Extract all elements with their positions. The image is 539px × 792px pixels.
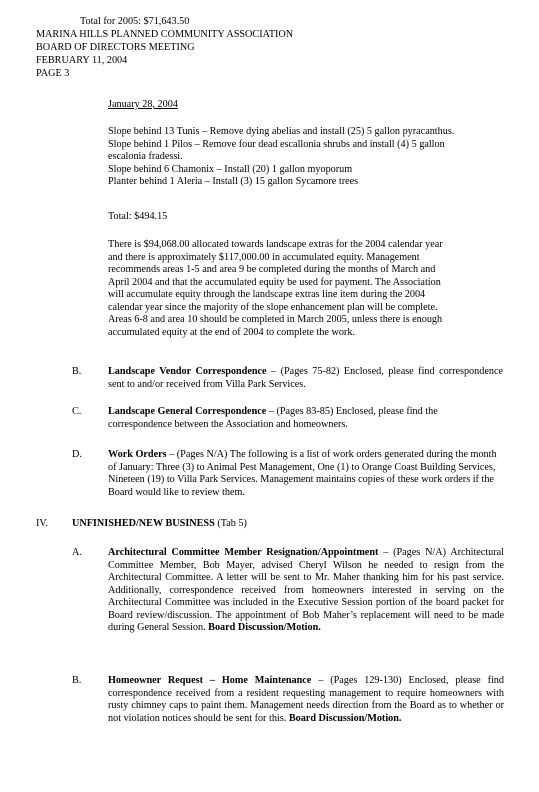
item-landscape-general bbox=[108, 406, 503, 431]
january-item: Slope behind 1 Pilos – Remove four dead escallonia shrubs and install (4) 5 gallon bbox=[108, 138, 445, 150]
equity-paragraph bbox=[108, 239, 508, 339]
january-items bbox=[108, 126, 508, 189]
section-heading bbox=[72, 518, 247, 531]
item-homeowner-request bbox=[108, 675, 504, 725]
item-letter: C. bbox=[72, 406, 82, 417]
item-letter: B. bbox=[72, 366, 82, 377]
item-work-orders bbox=[108, 449, 503, 499]
item-title: Landscape Vendor Correspondence bbox=[108, 366, 267, 377]
paragraph-line: accumulated equity at the end of 2004 to complete the work. bbox=[108, 326, 355, 338]
paragraph-line: recommends areas 1-5 and area 9 be completed during the months of March and bbox=[108, 264, 436, 275]
item-letter: B. bbox=[72, 675, 82, 686]
total-2005: Total for 2005: $71,643.50 bbox=[80, 16, 190, 27]
item-action: Board Discussion/Motion. bbox=[208, 622, 321, 633]
item-title: Homeowner Request – Home Maintenance bbox=[108, 675, 312, 686]
item-text: – (Pages N/A) Architectural Committee Member, Bob Mayer, advised Cheryl Wilson he needed to resign from the Architectural Committee. A letter will be sent to Mr. Maher thanking him for his past service. Additionally, correspondence received from homeowners interested in serving on the Architectural Committee was included in the Executive Session portion of the board packet for Board review/discussion. The appointment of Bob Maher’s replacement will need to be made during General Session. bbox=[108, 547, 504, 633]
item-letter: A. bbox=[72, 547, 82, 558]
paragraph-line: calendar year since the majority of the slope enhancement plan will be complete. bbox=[108, 301, 438, 313]
item-text: – (Pages 75-82) Enclosed, please find correspondence sent to and/or received from Villa Park Services. bbox=[108, 366, 503, 390]
page-number: PAGE 3 bbox=[36, 68, 70, 79]
item-letter: D. bbox=[72, 449, 82, 460]
item-text: – (Pages 129-130) Enclosed, please find correspondence received from a resident requesting management to require homeowners with rusty chimney caps to paint them. Management needs direction from the Board as to whether or not violation notices should be sent for this. bbox=[108, 675, 504, 724]
section-tab: (Tab 5) bbox=[214, 518, 247, 529]
section-numeral: IV. bbox=[36, 518, 48, 529]
january-item: Planter behind 1 Aleria – Install (3) 15 gallon Sycamore trees bbox=[108, 176, 359, 187]
item-landscape-vendor bbox=[108, 366, 503, 391]
section-title: UNFINISHED/NEW BUSINESS bbox=[72, 518, 215, 529]
paragraph-line: Areas 6-8 and area 10 should be completed in March 2005, unless there is enough bbox=[108, 314, 443, 325]
paragraph-line: There is $94,068.00 allocated towards landscape extras for the 2004 calendar year bbox=[108, 239, 443, 250]
january-item: Slope behind 6 Chamonix – Install (20) 1 gallon myoporum bbox=[108, 163, 353, 175]
item-text: – (Pages N/A) The following is a list of work orders generated during the month of January: Three (3) to Animal Pest Management, One (1) to Orange Coast Building Services, Nineteen (19) to Villa Park Services. Management maintains copies of these work orders if the Board would like to review them. bbox=[108, 449, 497, 498]
january-item: Slope behind 13 Tunis – Remove dying abelias and install (25) 5 gallon pyracanthus. bbox=[108, 126, 455, 137]
item-title: Architectural Committee Member Resignation/Appointment bbox=[108, 547, 379, 558]
meeting-title: BOARD OF DIRECTORS MEETING bbox=[36, 42, 195, 53]
january-item: escalonia fradessi. bbox=[108, 151, 183, 162]
meeting-date: FEBRUARY 11, 2004 bbox=[36, 55, 128, 66]
paragraph-line: will accumulate equity through the landscape extras line item during the 2004 bbox=[108, 289, 426, 300]
item-title: Work Orders bbox=[108, 449, 167, 460]
january-heading: January 28, 2004 bbox=[108, 99, 178, 110]
item-architectural-committee bbox=[108, 547, 504, 635]
item-text: – (Pages 83-85) Enclosed, please find the correspondence between the Association and homeowners. bbox=[108, 406, 438, 430]
paragraph-line: and there is approximately $117,000.00 in accumulated equity. Management bbox=[108, 251, 420, 263]
item-title: Landscape General Correspondence bbox=[108, 406, 267, 417]
paragraph-line: April 2004 and that the accumulated equity be used for payment. The Association bbox=[108, 276, 441, 288]
item-action: Board Discussion/Motion. bbox=[288, 712, 402, 724]
january-total: Total: $494.15 bbox=[108, 211, 168, 222]
org-name: MARINA HILLS PLANNED COMMUNITY ASSOCIATION bbox=[36, 29, 294, 40]
